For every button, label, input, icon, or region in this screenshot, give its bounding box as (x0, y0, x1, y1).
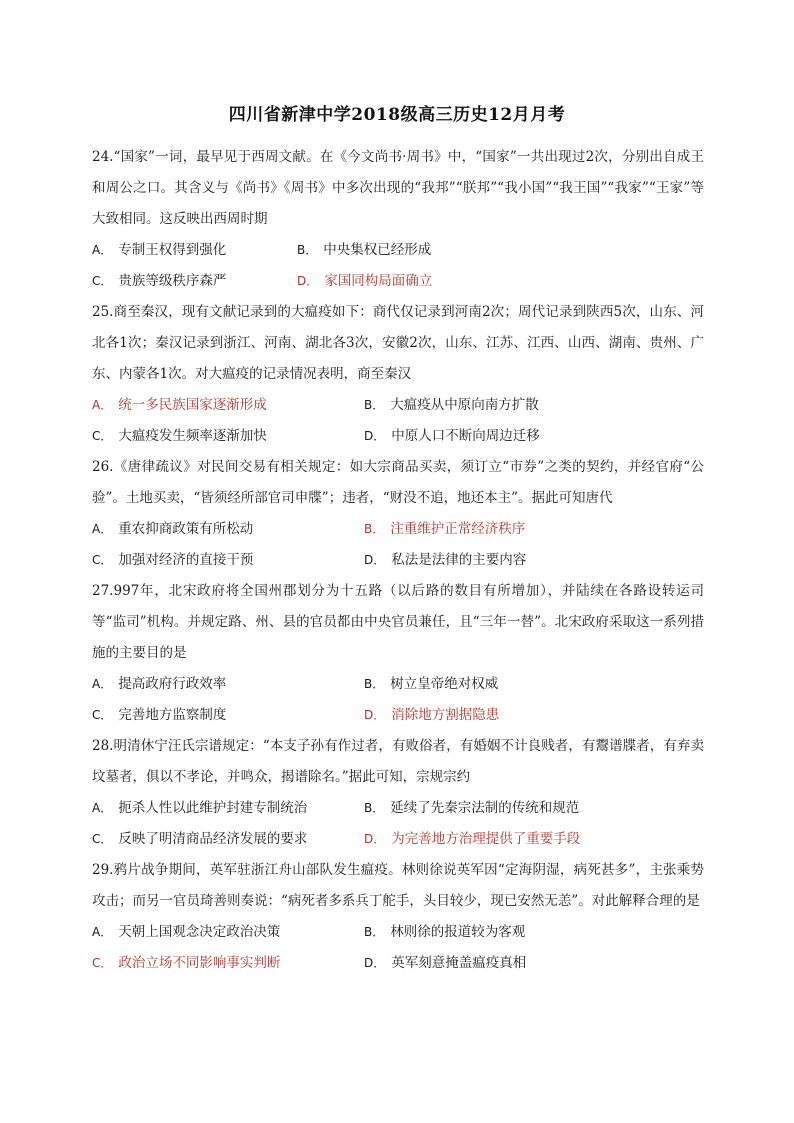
question-number: 25. (92, 304, 114, 320)
option-b[interactable]: B． 大瘟疫从中原向南方扩散 (364, 397, 539, 413)
question-list (92, 142, 704, 979)
exam-title: 四川省新津中学2018级高三历史12月月考 (228, 105, 566, 125)
question-text: “国家”一词，最早见于西周文献。在《今文尚书·周书》中，“国家”一共出现过2次，分别出自成王和周公之口。其含义与《尚书》《周书》中多次出现的“我邦”“朕邦”“我小国”“我王国”“我家”“王家”等大致相同。这反映出西周时期 (92, 149, 704, 227)
option-a[interactable]: A． 天朝上国观念决定政治决策 (92, 924, 281, 940)
option-row (92, 235, 704, 266)
option-c[interactable]: C． 加强对经济的直接干预 (92, 552, 254, 568)
option-b[interactable]: B． 中央集权已经形成 (297, 242, 432, 258)
question-number: 28. (92, 738, 114, 754)
question-stem (92, 855, 704, 917)
option-d[interactable]: D． 中原人口不断向周边迁移 (364, 428, 540, 444)
question-text: 997年，北宋政府将全国州郡划分为十五路（以后路的数目有所增加），并陆续在各路设转运司等“监司”机构。并规定路、州、县的官员都由中央官员兼任，且“三年一替”。北宋政府采取这一系列措施的主要目的是 (92, 583, 704, 661)
question-text: 《唐律疏议》对民间交易有相关规定：如大宗商品买卖，须订立“市券”之类的契约，并经官府“公验”。土地买卖，“皆须经所部官司申牒”；违者，“财没不追，地还本主”。据此可知唐代 (92, 459, 704, 506)
option-a[interactable]: A． 重农抑商政策有所松动 (92, 521, 254, 537)
option-b[interactable]: B． 延续了先秦宗法制的传统和规范 (364, 800, 580, 816)
question-stem (92, 452, 704, 514)
question-text: 明清休宁汪氏宗谱规定：“本支子孙有作过者，有败俗者，有婚姻不计良贱者，有鬻谱牒者，有弃卖坟墓者，俱以不孝论，并鸣众，揭谱除名。”据此可知，宗规宗约 (92, 738, 704, 785)
question-26 (92, 452, 704, 576)
question-text: 鸦片战争期间，英军驻浙江舟山部队发生瘟疫。林则徐说英军因“定海阴湿，病死甚多”，主张乘势攻击；而另一官员琦善则奏说：“病死者多系兵丁舵手，头目较少，现已安然无恙”。对此解释合理的是 (92, 862, 704, 909)
question-27 (92, 576, 704, 731)
option-row (92, 700, 704, 731)
option-d[interactable]: D． 消除地方割据隐患 (364, 707, 500, 723)
option-row (92, 266, 704, 297)
question-25 (92, 297, 704, 452)
question-stem (92, 731, 704, 793)
option-row (92, 390, 704, 421)
option-d[interactable]: D． 为完善地方治理提供了重要手段 (364, 831, 581, 847)
option-row (92, 793, 704, 824)
option-a[interactable]: A． 专制王权得到强化 (92, 242, 227, 258)
option-c[interactable]: C． 大瘟疫发生频率逐渐加快 (92, 428, 267, 444)
question-number: 27. (92, 583, 114, 599)
option-row (92, 669, 704, 700)
question-number: 26. (92, 459, 114, 475)
option-row (92, 948, 704, 979)
option-row (92, 545, 704, 576)
option-row (92, 824, 704, 855)
question-28 (92, 731, 704, 855)
option-c[interactable]: C． 贵族等级秩序森严 (92, 273, 227, 289)
question-stem (92, 297, 704, 390)
option-d[interactable]: D． 英军刻意掩盖瘟疫真相 (364, 955, 527, 971)
option-c[interactable]: C． 反映了明清商品经济发展的要求 (92, 831, 308, 847)
question-stem (92, 142, 704, 235)
question-stem (92, 576, 704, 669)
option-row (92, 917, 704, 948)
option-row (92, 421, 704, 452)
option-a[interactable]: A． 提高政府行政效率 (92, 676, 227, 692)
question-number: 29. (92, 862, 114, 878)
question-text: 商至秦汉，现有文献记录到的大瘟疫如下：商代仅记录到河南2次；周代记录到陕西5次，山东、河北各1次；秦汉记录到浙江、河南、湖北各3次，安徽2次，山东、江苏、江西、山西、湖南、贵州、广东、内蒙各1次。对大瘟疫的记录情况表明，商至秦汉 (92, 304, 704, 382)
question-number: 24. (92, 149, 114, 165)
option-a[interactable]: A． 统一多民族国家逐渐形成 (92, 397, 267, 413)
option-d[interactable]: D． 家国同构局面确立 (297, 273, 433, 289)
option-c[interactable]: C． 政治立场不同影响事实判断 (92, 955, 281, 971)
option-b[interactable]: B． 树立皇帝绝对权威 (364, 676, 499, 692)
option-d[interactable]: D． 私法是法律的主要内容 (364, 552, 527, 568)
question-29 (92, 855, 704, 979)
option-b[interactable]: B． 林则徐的报道较为客观 (364, 924, 526, 940)
option-c[interactable]: C． 完善地方监察制度 (92, 707, 227, 723)
option-row (92, 514, 704, 545)
option-b[interactable]: B． 注重维护正常经济秩序 (364, 521, 526, 537)
option-a[interactable]: A． 扼杀人性以此维护封建专制统治 (92, 800, 308, 816)
question-24 (92, 142, 704, 297)
